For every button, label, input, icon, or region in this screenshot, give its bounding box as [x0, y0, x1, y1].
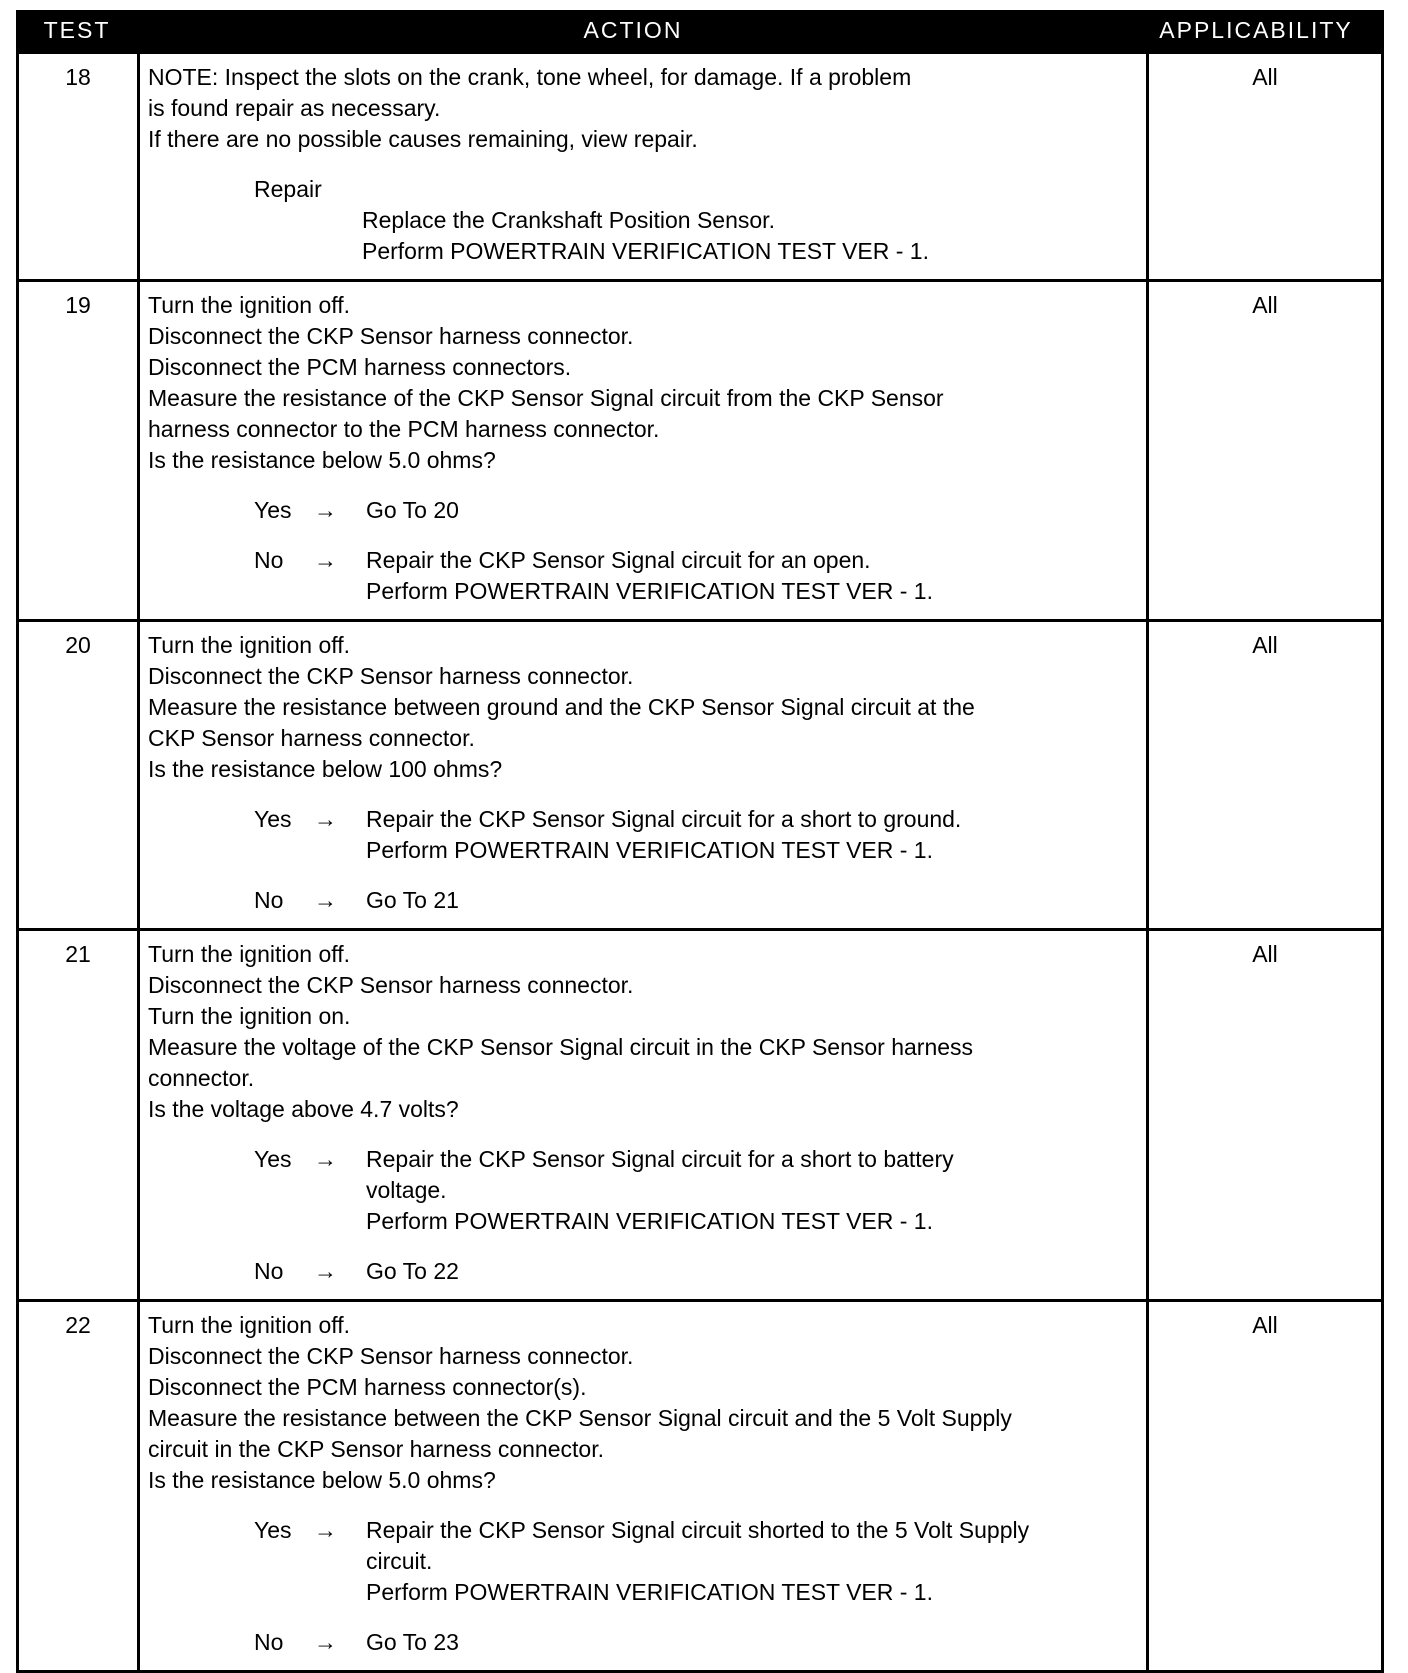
action-line: Disconnect the CKP Sensor harness connector.	[148, 1343, 634, 1369]
spacer	[148, 267, 1138, 279]
yes-response	[148, 804, 1138, 866]
action-line: Measure the resistance of the CKP Sensor Signal circuit from the CKP Sensor	[148, 385, 944, 411]
diagnostic-table	[16, 10, 1384, 1673]
spacer	[148, 476, 1138, 495]
no-line: Go To 23	[366, 1629, 459, 1655]
yes-text	[360, 1515, 1138, 1608]
test-number: 20	[18, 621, 139, 930]
applicability-value: All	[1148, 53, 1383, 281]
action-line: Disconnect the PCM harness connector(s).	[148, 1374, 587, 1400]
action-line: Measure the resistance between ground and the CKP Sensor Signal circuit at the	[148, 694, 975, 720]
action-cell	[139, 281, 1148, 621]
action-line: harness connector to the PCM harness connector.	[148, 416, 660, 442]
action-cell	[139, 621, 1148, 930]
no-response	[148, 545, 1138, 607]
action-cell	[139, 1301, 1148, 1672]
action-line: Is the voltage above 4.7 volts?	[148, 1096, 459, 1122]
action-line: connector.	[148, 1065, 255, 1091]
action-line: Measure the resistance between the CKP Sensor Signal circuit and the 5 Volt Supply	[148, 1405, 1012, 1431]
table-body	[16, 51, 1384, 1673]
repair-line: Perform POWERTRAIN VERIFICATION TEST VER - 1.	[362, 238, 929, 264]
no-text	[360, 545, 1138, 607]
action-line: NOTE: Inspect the slots on the crank, tone wheel, for damage. If a problem	[148, 64, 912, 90]
applicability-value: All	[1148, 281, 1383, 621]
action-line: Disconnect the PCM harness connectors.	[148, 354, 572, 380]
action-line: Turn the ignition off.	[148, 632, 351, 658]
yes-line: Repair the CKP Sensor Signal circuit for a short to ground.	[366, 806, 962, 832]
arrow-right-icon: →	[314, 1146, 337, 1172]
yes-text	[360, 495, 1138, 526]
arrow-right-icon: →	[314, 806, 337, 832]
spacer	[148, 1287, 1138, 1299]
yes-response	[148, 1144, 1138, 1237]
action-line: Disconnect the CKP Sensor harness connector.	[148, 323, 634, 349]
header-applicability: APPLICABILITY	[1159, 17, 1353, 43]
no-text	[360, 1256, 1138, 1287]
yes-response	[148, 495, 1138, 526]
action-line: Is the resistance below 100 ohms?	[148, 756, 503, 782]
arrow-right-icon: →	[314, 1517, 337, 1543]
no-line: Repair the CKP Sensor Signal circuit for an open.	[366, 547, 871, 573]
test-number: 21	[18, 930, 139, 1301]
yes-line: Perform POWERTRAIN VERIFICATION TEST VER - 1.	[366, 1579, 933, 1605]
spacer	[148, 1125, 1138, 1144]
no-response	[148, 885, 1138, 916]
action-line: Is the resistance below 5.0 ohms?	[148, 1467, 496, 1493]
action-line: Measure the voltage of the CKP Sensor Signal circuit in the CKP Sensor harness	[148, 1034, 974, 1060]
no-line: Go To 21	[366, 887, 459, 913]
action-cell	[139, 53, 1148, 281]
no-line: Perform POWERTRAIN VERIFICATION TEST VER - 1.	[366, 578, 933, 604]
spacer	[148, 1237, 1138, 1256]
arrow-right-icon: →	[314, 1258, 337, 1284]
spacer	[148, 607, 1138, 619]
action-line: Turn the ignition on.	[148, 1003, 351, 1029]
spacer	[148, 155, 1138, 174]
arrow-right-icon: →	[314, 1629, 337, 1655]
yes-text	[360, 804, 1138, 866]
no-response	[148, 1627, 1138, 1658]
spacer	[148, 916, 1138, 928]
no-text	[360, 1627, 1138, 1658]
yes-line: voltage.	[366, 1177, 447, 1203]
no-label: No	[254, 1258, 284, 1284]
applicability-value: All	[1148, 930, 1383, 1301]
no-label: No	[254, 1629, 284, 1655]
test-number: 22	[18, 1301, 139, 1672]
no-label: No	[254, 887, 284, 913]
yes-line: Perform POWERTRAIN VERIFICATION TEST VER - 1.	[366, 837, 933, 863]
header-action: ACTION	[583, 17, 683, 43]
yes-text	[360, 1144, 1138, 1237]
repair-label: Repair	[254, 176, 322, 202]
spacer	[148, 1658, 1138, 1670]
yes-line: circuit.	[366, 1548, 433, 1574]
yes-line: Perform POWERTRAIN VERIFICATION TEST VER - 1.	[366, 1208, 933, 1234]
table-row	[18, 281, 1383, 621]
test-number: 18	[18, 53, 139, 281]
yes-label: Yes	[254, 1517, 292, 1543]
yes-label: Yes	[254, 497, 292, 523]
arrow-right-icon: →	[314, 497, 337, 523]
no-label: No	[254, 547, 284, 573]
action-line: Disconnect the CKP Sensor harness connector.	[148, 972, 634, 998]
action-line: circuit in the CKP Sensor harness connector.	[148, 1436, 604, 1462]
no-text	[360, 885, 1138, 916]
no-response	[148, 1256, 1138, 1287]
applicability-value: All	[1148, 1301, 1383, 1672]
action-line: CKP Sensor harness connector.	[148, 725, 475, 751]
action-cell	[139, 930, 1148, 1301]
no-line: Go To 22	[366, 1258, 459, 1284]
action-line: Is the resistance below 5.0 ohms?	[148, 447, 496, 473]
spacer	[148, 785, 1138, 804]
table-row	[18, 1301, 1383, 1672]
spacer	[148, 866, 1138, 885]
yes-label: Yes	[254, 1146, 292, 1172]
action-line: Turn the ignition off.	[148, 1312, 351, 1338]
action-line: Disconnect the CKP Sensor harness connector.	[148, 663, 634, 689]
arrow-right-icon: →	[314, 887, 337, 913]
action-line: Turn the ignition off.	[148, 292, 351, 318]
yes-line: Repair the CKP Sensor Signal circuit for a short to battery	[366, 1146, 954, 1172]
applicability-value: All	[1148, 621, 1383, 930]
action-line: If there are no possible causes remaining, view repair.	[148, 126, 698, 152]
action-line: Turn the ignition off.	[148, 941, 351, 967]
yes-line: Go To 20	[366, 497, 459, 523]
spacer	[148, 1608, 1138, 1627]
action-line: is found repair as necessary.	[148, 95, 441, 121]
spacer	[148, 1496, 1138, 1515]
yes-line: Repair the CKP Sensor Signal circuit shorted to the 5 Volt Supply	[366, 1517, 1030, 1543]
spacer	[148, 526, 1138, 545]
header-test: TEST	[43, 17, 111, 43]
table-row	[18, 621, 1383, 930]
table-header	[16, 10, 1384, 51]
yes-label: Yes	[254, 806, 292, 832]
repair-line: Replace the Crankshaft Position Sensor.	[362, 207, 775, 233]
table-row	[18, 930, 1383, 1301]
arrow-right-icon: →	[314, 547, 337, 573]
yes-response	[148, 1515, 1138, 1608]
table-row	[18, 53, 1383, 281]
test-number: 19	[18, 281, 139, 621]
